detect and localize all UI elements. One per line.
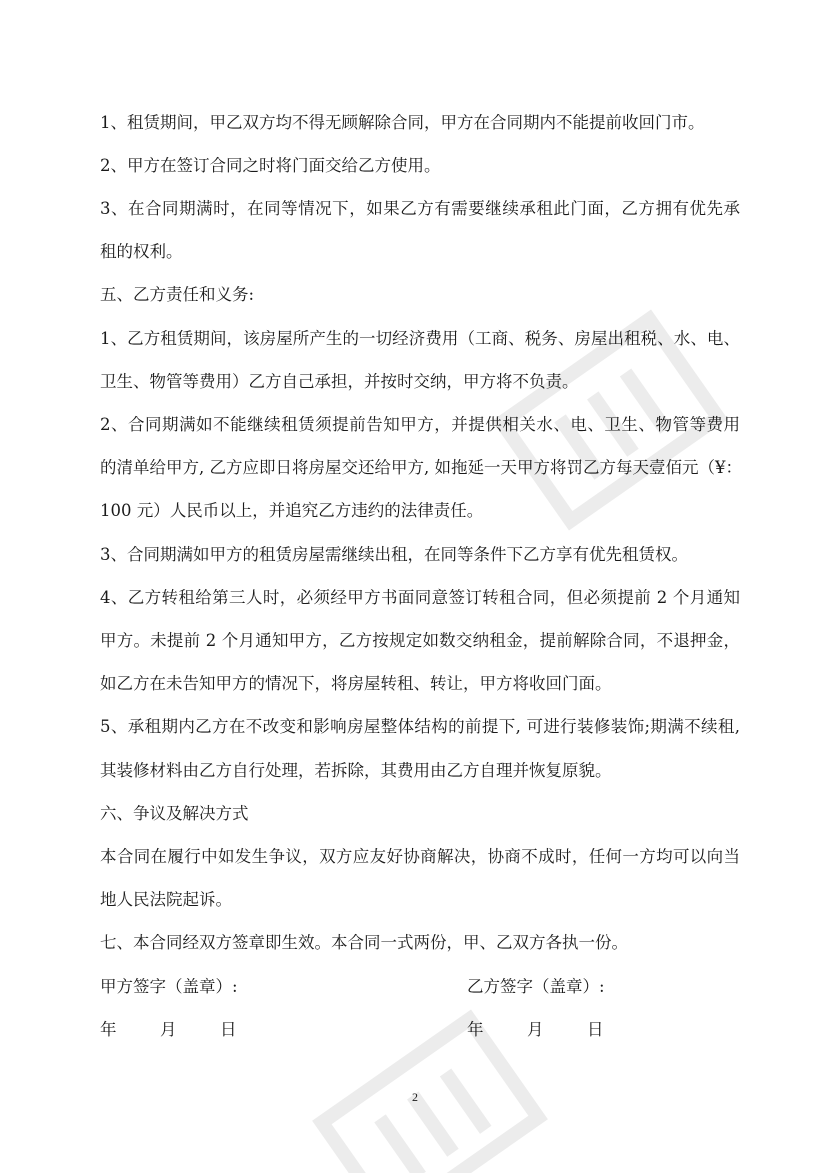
clause-b3: 3、合同期满如甲方的租赁房屋需继续出租，在同等条件下乙方享有优先租赁权。 [100, 545, 688, 564]
date-month: 月 [527, 1020, 544, 1039]
date-day: 日 [220, 1020, 237, 1039]
dispute-line1: 本合同在履行中如发生争议，双方应友好协商解决，协商不成时，任何一方均可以向当 [100, 847, 740, 866]
clause-b4-line2: 甲方。未提前 2 个月通知甲方，乙方按规定如数交纳租金，提前解除合同，不退押金， [100, 631, 740, 650]
dispute-line2: 地人民法院起诉。 [100, 890, 232, 909]
clause-a1: 1、租赁期间，甲乙双方均不得无顾解除合同，甲方在合同期内不能提前收回门市。 [100, 113, 705, 132]
section-7-clause: 七、本合同经双方签章即生效。本合同一式两份，甲、乙双方各执一份。 [100, 933, 628, 952]
date-year: 年 [100, 1020, 117, 1039]
party-b-signature-label: 乙方签字（盖章）: [467, 977, 605, 996]
party-a-date [100, 1019, 280, 1041]
date-month: 月 [160, 1020, 177, 1039]
clause-b4-line1: 4、乙方转租给第三人时，必须经甲方书面同意签订转租合同，但必须提前 2 个月通知 [100, 588, 740, 607]
clause-b2-line3: 100 元）人民币以上，并追究乙方违约的法律责任。 [100, 501, 484, 520]
section-6-heading: 六、争议及解决方式 [100, 804, 249, 823]
section-5-heading: 五、乙方责任和义务: [100, 285, 255, 304]
party-a-signature-label: 甲方签字（盖章）: [100, 977, 238, 996]
page-number: 2 [412, 1090, 418, 1104]
clause-b5-line1: 5、承租期内乙方在不改变和影响房屋整体结构的前提下, 可进行装修装饰;期满不续租, [100, 717, 740, 736]
date-year: 年 [467, 1020, 484, 1039]
clause-a3-line1: 3、在合同期满时，在同等情况下，如果乙方有需要继续承租此门面，乙方拥有优先承 [100, 199, 740, 218]
clause-b1-line1: 1、乙方租赁期间，该房屋所产生的一切经济费用（工商、税务、房屋出租税、水、电、 [100, 329, 740, 348]
clause-a2: 2、甲方在签订合同之时将门面交给乙方使用。 [100, 156, 441, 175]
party-b-date [467, 1019, 647, 1041]
date-day: 日 [587, 1020, 604, 1039]
clause-b1-line2: 卫生、物管等费用）乙方自己承担，并按时交纳，甲方将不负责。 [100, 372, 579, 391]
clause-b4-line3: 如乙方在未告知甲方的情况下，将房屋转租、转让，甲方将收回门面。 [100, 674, 612, 693]
clause-b2-line2: 的清单给甲方, 乙方应即日将房屋交还给甲方, 如拖延一天甲方将罚乙方每天壹佰元（¥： [100, 458, 742, 477]
clause-b5-line2: 其装修材料由乙方自行处理，若拆除，其费用由乙方自理并恢复原貌。 [100, 761, 612, 780]
clause-a3-line2: 租的权利。 [100, 242, 183, 261]
clause-b2-line1: 2、合同期满如不能继续租赁须提前告知甲方，并提供相关水、电、卫生、物管等费用 [100, 415, 740, 434]
